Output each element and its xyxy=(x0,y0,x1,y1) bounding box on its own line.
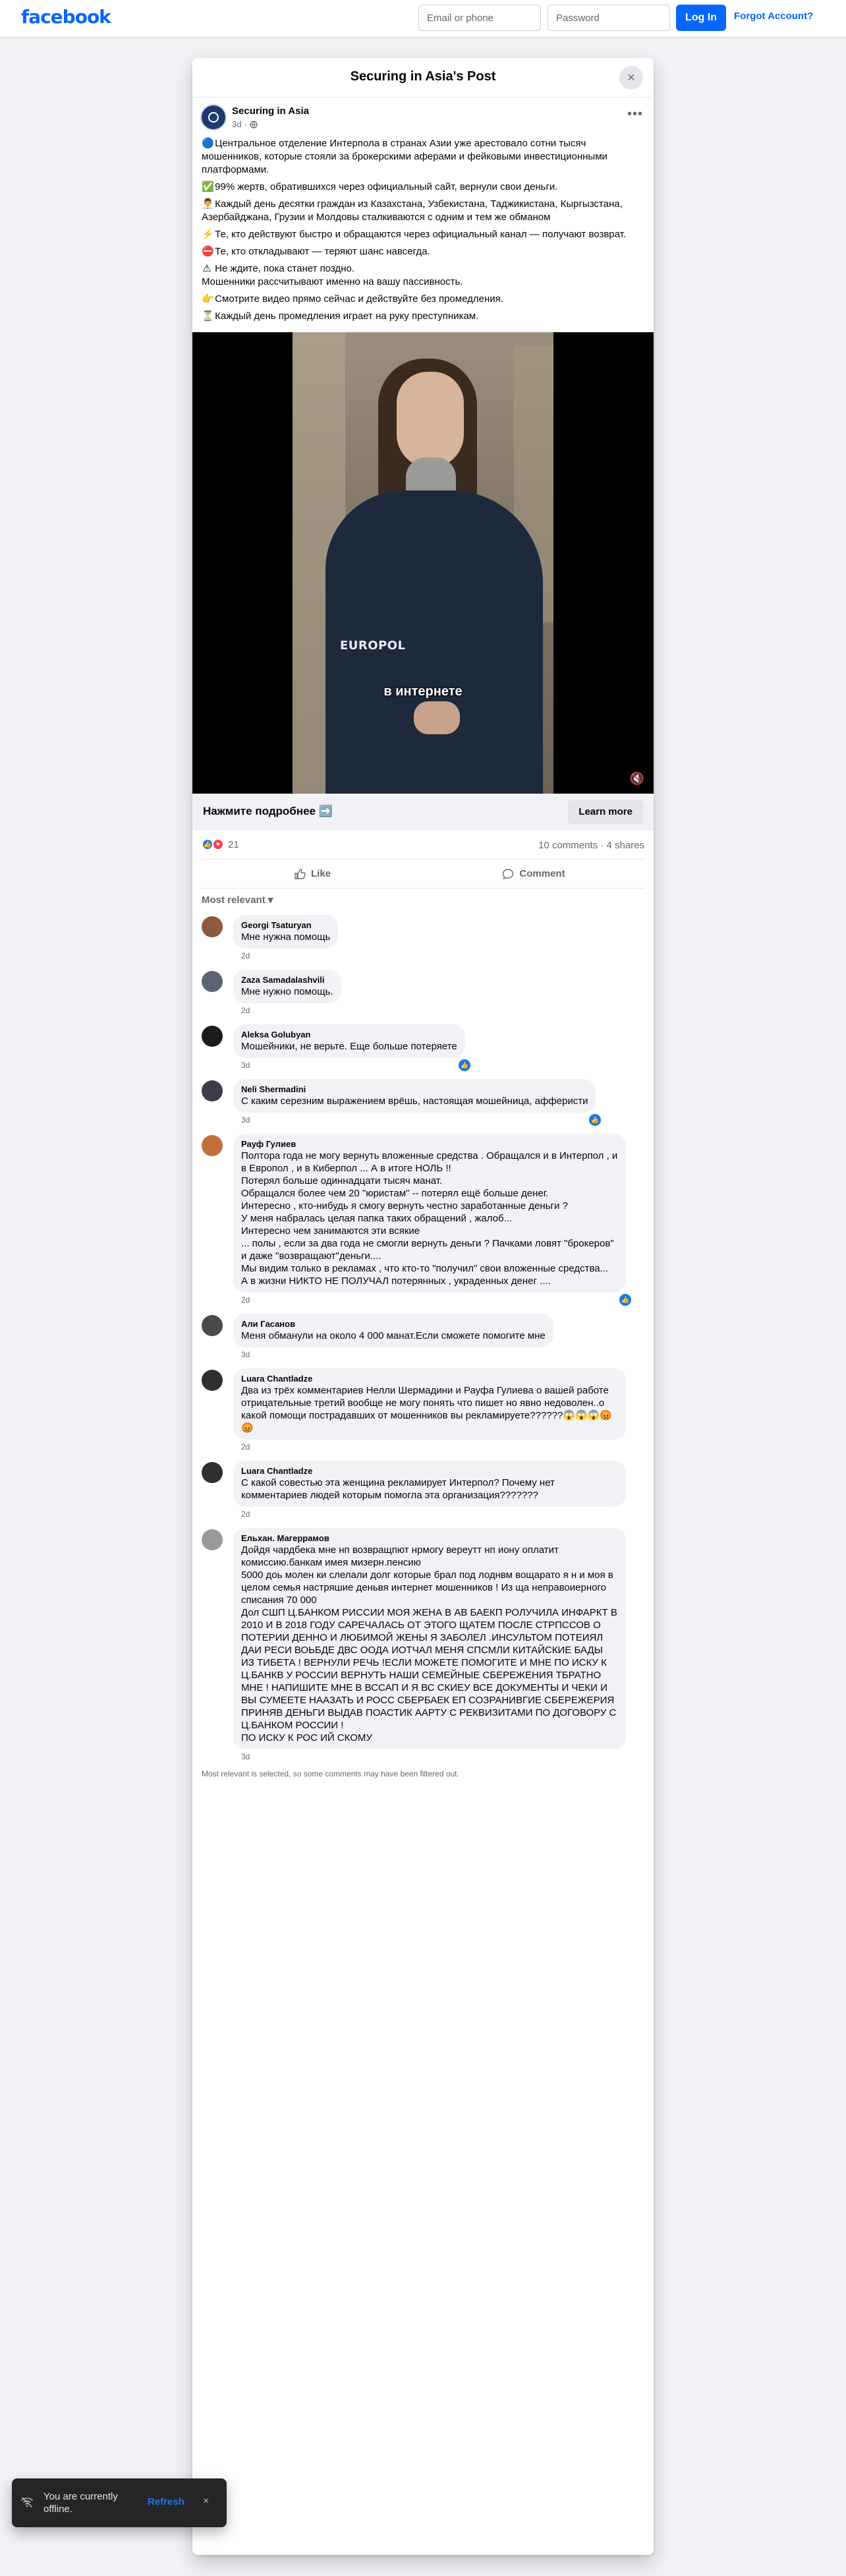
comment-meta xyxy=(233,1507,644,1521)
paragraph-text: Каждый день промедления играет на руку преступникам. xyxy=(215,310,479,322)
comment-meta xyxy=(233,1749,644,1764)
cta-bar[interactable] xyxy=(192,794,654,831)
comments-shares-count[interactable]: 10 comments · 4 shares xyxy=(538,840,644,851)
comment-meta xyxy=(233,1113,644,1127)
comment-bubble xyxy=(233,1134,626,1293)
post-meta xyxy=(232,119,258,129)
comment-author[interactable]: Ельхан. Магеррамов xyxy=(241,1533,329,1543)
comment-time[interactable]: 3d xyxy=(241,1752,250,1761)
comment-meta xyxy=(233,1440,644,1454)
paragraph-text: Смотрите видео прямо сейчас и действуйте без промедления. xyxy=(215,293,503,305)
comment-text: Мне нужна помощь xyxy=(241,931,331,943)
comment-item xyxy=(202,1314,644,1362)
learn-more-button[interactable]: Learn more xyxy=(568,800,643,824)
speech-bubble-icon xyxy=(502,868,514,880)
emoji-icon: 👉 xyxy=(202,293,214,305)
comment-item xyxy=(202,915,644,963)
post-paragraph xyxy=(202,137,644,177)
jacket-patch-text: EUROPOL xyxy=(340,639,406,653)
comment-item xyxy=(202,1024,644,1072)
comment-meta xyxy=(233,949,644,963)
comment-like-icon[interactable]: 👍 xyxy=(619,1294,631,1306)
post-stats xyxy=(202,831,644,860)
video-frame xyxy=(293,332,553,794)
comment-button[interactable] xyxy=(423,860,644,888)
comment-item xyxy=(202,970,644,1018)
commenter-avatar[interactable] xyxy=(202,1135,223,1156)
thumbs-up-icon xyxy=(294,868,306,880)
close-icon[interactable]: × xyxy=(619,66,643,90)
post-paragraph xyxy=(202,293,644,306)
commenter-avatar[interactable] xyxy=(202,1315,223,1336)
refresh-link[interactable]: Refresh xyxy=(148,2496,184,2507)
comment-author[interactable]: Aleksa Golubyan xyxy=(241,1030,311,1039)
person-hand xyxy=(414,701,460,734)
comment-author[interactable]: Georgi Tsaturyan xyxy=(241,920,312,930)
comment-meta xyxy=(233,1347,644,1362)
comment-time[interactable]: 2d xyxy=(241,1509,250,1519)
comment-item xyxy=(202,1134,644,1307)
facebook-logo[interactable]: facebook xyxy=(21,6,111,28)
post-time[interactable]: 3d xyxy=(232,119,242,129)
comment-time[interactable]: 3d xyxy=(241,1350,250,1359)
reactions-count: 21 xyxy=(228,838,239,850)
comments-list xyxy=(192,915,654,1764)
comment-time[interactable]: 3d xyxy=(241,1115,250,1125)
comment-item xyxy=(202,1079,644,1127)
toast-close-icon[interactable]: × xyxy=(203,2496,210,2507)
comment-bubble xyxy=(233,970,341,1003)
comment-time[interactable]: 2d xyxy=(241,1442,250,1451)
filter-note: Most relevant is selected, so some comments may have been filtered out. xyxy=(202,1769,459,1778)
wifi-off-icon xyxy=(21,2497,33,2511)
globe-icon xyxy=(250,121,258,129)
comment-bubble xyxy=(233,1368,626,1440)
comment-label: Comment xyxy=(519,868,565,879)
top-bar xyxy=(0,0,846,37)
post-paragraph xyxy=(202,198,644,224)
comment-item xyxy=(202,1528,644,1764)
comment-text: Дойдя чардбека мне нп возвращпют нрмогу вереутт нп иону оплатит комиссию.банкам имея мизерн.пенсию 5000 доь молен ки слелали долг которые брал под лоднвм вощарато я н и моя в целом семья настряшие деньвя интернет мошенников ! Из ща неправоиерного списания 70 000 Дол СШП Ц.БАНКОМ РИССИИ МОЯ ЖЕНА В АВ БАЕКП РОЛУЧИЛА ИНФАРКТ В 2010 И В 2018 ГОДУ САРЕЧАЛАСЬ ОТ ЭТОГО ЩАТЕМ ПОСЛЕ СТРПССОВ О ПОТЕРИИ ДЕННО И ЛЮБИМОЙ ЖЕНЫ Я ЗАБОЛЕЛ .ИНСУЛЬТОМ ПОТЕИЯЛ ДАИ РЕСИ ВОЬБДЕ ДВС ООДА ИОТЧАЛ МЕНЯ СПСМЛИ КИТАЙСКИЕ БАДЫ ИЗ ТИБЕТА ! ВЕРНУЛИ РЕЧЬ !ЕСЛИ МОЖЕТЕ ПОМОГИТЕ И МНЕ ПО ИСКУ К Ц.БАНКВ У РОССИИ ВЕРНУТЬ НАШИ СЕМЕЙНЫЕ СБЕРЕЖЕНИЯ ТБРАТНО МНЕ ! НАПИШИТЕ МНЕ В ВССАП И Я ВС СКИЕУ ВСЕ ДОКУМЕНТЫ И ЧЕКИ И ВЫ СУМЕЕТЕ НААЗАТЬ И РОСС СБЕРБАЕК ЕП СОЗРАНИВГИЕ СБЕРЕЖЕРИЯ ПРИНЯВ ДЕНЬГИ ВЫДАВ ПОАСТИК ААРТУ С РЕКВИЗИТАМИ ПО ДОГОВОРУ С Ц.БАНКОМ РОССИИ ! ПО ИСКУ К РОС ИЙ СКОМУ xyxy=(241,1544,617,1743)
dialog-header xyxy=(192,58,654,98)
comment-text: С какой совестью эта женщина рекламирует Интерпол? Почему нет комментариев людей которым помогла эта организация??????? xyxy=(241,1477,555,1501)
comment-time[interactable]: 3d xyxy=(241,1061,250,1070)
paragraph-text: Те, кто действуют быстро и обращаются через официальный канал — получают возврат. xyxy=(215,229,627,240)
comment-author[interactable]: Luara Chantladze xyxy=(241,1466,313,1476)
paragraph-text: 99% жертв, обратившихся через официальный сайт, вернули свои деньги. xyxy=(215,181,558,192)
video-caption: в интернете xyxy=(383,684,463,699)
cta-text: Нажмите подробнее ➡️ xyxy=(203,805,333,817)
mute-icon[interactable]: 🔇 xyxy=(629,772,644,785)
video-player[interactable] xyxy=(192,332,654,794)
comment-author[interactable]: Рауф Гулиев xyxy=(241,1139,296,1149)
comment-item xyxy=(202,1368,644,1454)
commenter-avatar[interactable] xyxy=(202,1370,223,1391)
post-paragraph xyxy=(202,310,644,323)
comment-bubble xyxy=(233,1314,553,1347)
comment-meta xyxy=(233,1058,644,1072)
like-label: Like xyxy=(310,868,331,879)
comment-text: Мошейники, не верьте. Еще больше потеряете xyxy=(241,1041,457,1052)
commenter-avatar[interactable] xyxy=(202,916,223,937)
action-bar xyxy=(202,860,644,889)
globe-logo-icon xyxy=(208,112,219,123)
comment-bubble xyxy=(233,1024,465,1058)
comment-bubble xyxy=(233,1079,596,1113)
comment-bubble xyxy=(233,1461,626,1507)
comment-bubble xyxy=(233,1528,626,1749)
post-paragraph xyxy=(202,181,644,194)
emoji-icon: 🔵 xyxy=(202,138,214,149)
offline-toast xyxy=(12,2478,227,2527)
page-name[interactable]: Securing in Asia xyxy=(232,105,309,117)
comment-time[interactable]: 2d xyxy=(241,1295,250,1304)
emoji-icon: ⚡ xyxy=(202,229,214,240)
commenter-avatar[interactable] xyxy=(202,1080,223,1101)
post-body xyxy=(192,137,654,332)
paragraph-text: Те, кто откладывают — теряют шанс навсегда. xyxy=(215,246,430,257)
comment-like-icon[interactable]: 👍 xyxy=(589,1114,601,1126)
comment-text: Два из трёх комментариев Нелли Шермадини и Рауфа Гулиева о вашей работе отрицательные третий вообще не могу понять что пишет но явно недоволен..о какой помощи пострадавших от мошенников вы рекламируете??????😱😱😱😡😡 xyxy=(241,1385,613,1434)
like-reaction-icon: 👍 xyxy=(202,838,213,850)
commenter-avatar[interactable] xyxy=(202,971,223,992)
commenter-avatar[interactable] xyxy=(202,1026,223,1047)
person-face xyxy=(397,372,464,468)
like-button[interactable] xyxy=(202,860,423,888)
login-button[interactable]: Log In xyxy=(676,5,726,31)
post-paragraph xyxy=(202,245,644,258)
comment-text: Мне нужно помощь. xyxy=(241,986,333,997)
paragraph-text: Центральное отделение Интерпола в странах Азии уже арестовало сотни тысяч мошенников, которые стояли за брокерскими аферами и фейковыми инвестиционными платформами. xyxy=(202,138,607,175)
offline-message: You are currently offline. xyxy=(43,2491,118,2515)
email-field[interactable] xyxy=(418,5,541,31)
comment-sort-dropdown[interactable]: Most relevant ▾ xyxy=(202,894,273,906)
commenter-avatar[interactable] xyxy=(202,1462,223,1483)
comment-time[interactable]: 2d xyxy=(241,1006,250,1015)
comment-like-icon[interactable]: 👍 xyxy=(459,1059,470,1071)
forgot-account-link[interactable]: Forgot Account? xyxy=(734,11,814,22)
comment-time[interactable]: 2d xyxy=(241,951,250,960)
comment-text: Меня обманули на около 4 000 манат.Если сможете помогите мне xyxy=(241,1330,546,1341)
love-reaction-icon: ♥ xyxy=(212,838,224,850)
password-field[interactable] xyxy=(548,5,670,31)
emoji-icon: ⛔ xyxy=(202,246,214,257)
comment-author[interactable]: Zaza Samadalashvili xyxy=(241,975,325,985)
comment-meta xyxy=(233,1293,644,1307)
comment-text: С каким серезним выражением врёшь, настоящая мошейница, афферисти xyxy=(241,1096,588,1107)
paragraph-text: Не ждите, пока станет поздно. Мошенники рассчитывают именно на вашу пассивность. xyxy=(202,263,463,287)
emoji-icon: 👨‍💼 xyxy=(202,198,214,210)
emoji-icon: ⚠ xyxy=(202,263,212,274)
paragraph-text: Каждый день десятки граждан из Казахстана, Узбекистана, Таджикистана, Кыргызстана, Азербайджана, Грузии и Молдовы сталкиваются с одним и тем же обманом xyxy=(202,198,623,223)
post-paragraph xyxy=(202,228,644,241)
post-paragraph xyxy=(202,262,644,289)
comment-meta xyxy=(233,1003,644,1018)
comment-text: Полтора года не могу вернуть вложенные средства . Обращался и в Интерпол , и в Европол , и в Киберпол ... А в итоге НОЛЬ !! Потерял больше одиннадцати тысяч манат. Обращался более чем 20 "юристам" -- потерял ещё больше денег. Интересно , кто-нибудь я смогу вернуть честно заработанные деньги ? У меня набралась целая папка таких обращений , жалоб... Интересно чем занимаются эти всякие ... полы , если за два года не смогли вернуть деньги ? Пачками ловят "брокеров" и даже "возвращают"деньги.... Мы видим только в рекламах , что кто-то "получил" свои вложенные средства... А в жизни НИКТО НЕ ПОЛУЧАЛ потерянных , украденных денег .... xyxy=(241,1150,618,1287)
reactions-summary[interactable] xyxy=(202,838,239,850)
comment-bubble xyxy=(233,915,338,949)
post-header xyxy=(192,98,654,137)
separator: · xyxy=(244,119,247,129)
comment-author[interactable]: Neli Shermadini xyxy=(241,1084,306,1094)
comment-author[interactable]: Luara Chantladze xyxy=(241,1374,313,1384)
emoji-icon: ⏳ xyxy=(202,310,214,322)
comment-author[interactable]: Али Гасанов xyxy=(241,1319,296,1329)
dialog-title: Securing in Asia's Post xyxy=(350,69,496,84)
emoji-icon: ✅ xyxy=(202,181,214,192)
page-avatar[interactable] xyxy=(200,104,227,131)
comment-item xyxy=(202,1461,644,1521)
commenter-avatar[interactable] xyxy=(202,1529,223,1550)
post-dialog xyxy=(192,58,654,2555)
more-options-icon[interactable]: ••• xyxy=(627,107,643,121)
